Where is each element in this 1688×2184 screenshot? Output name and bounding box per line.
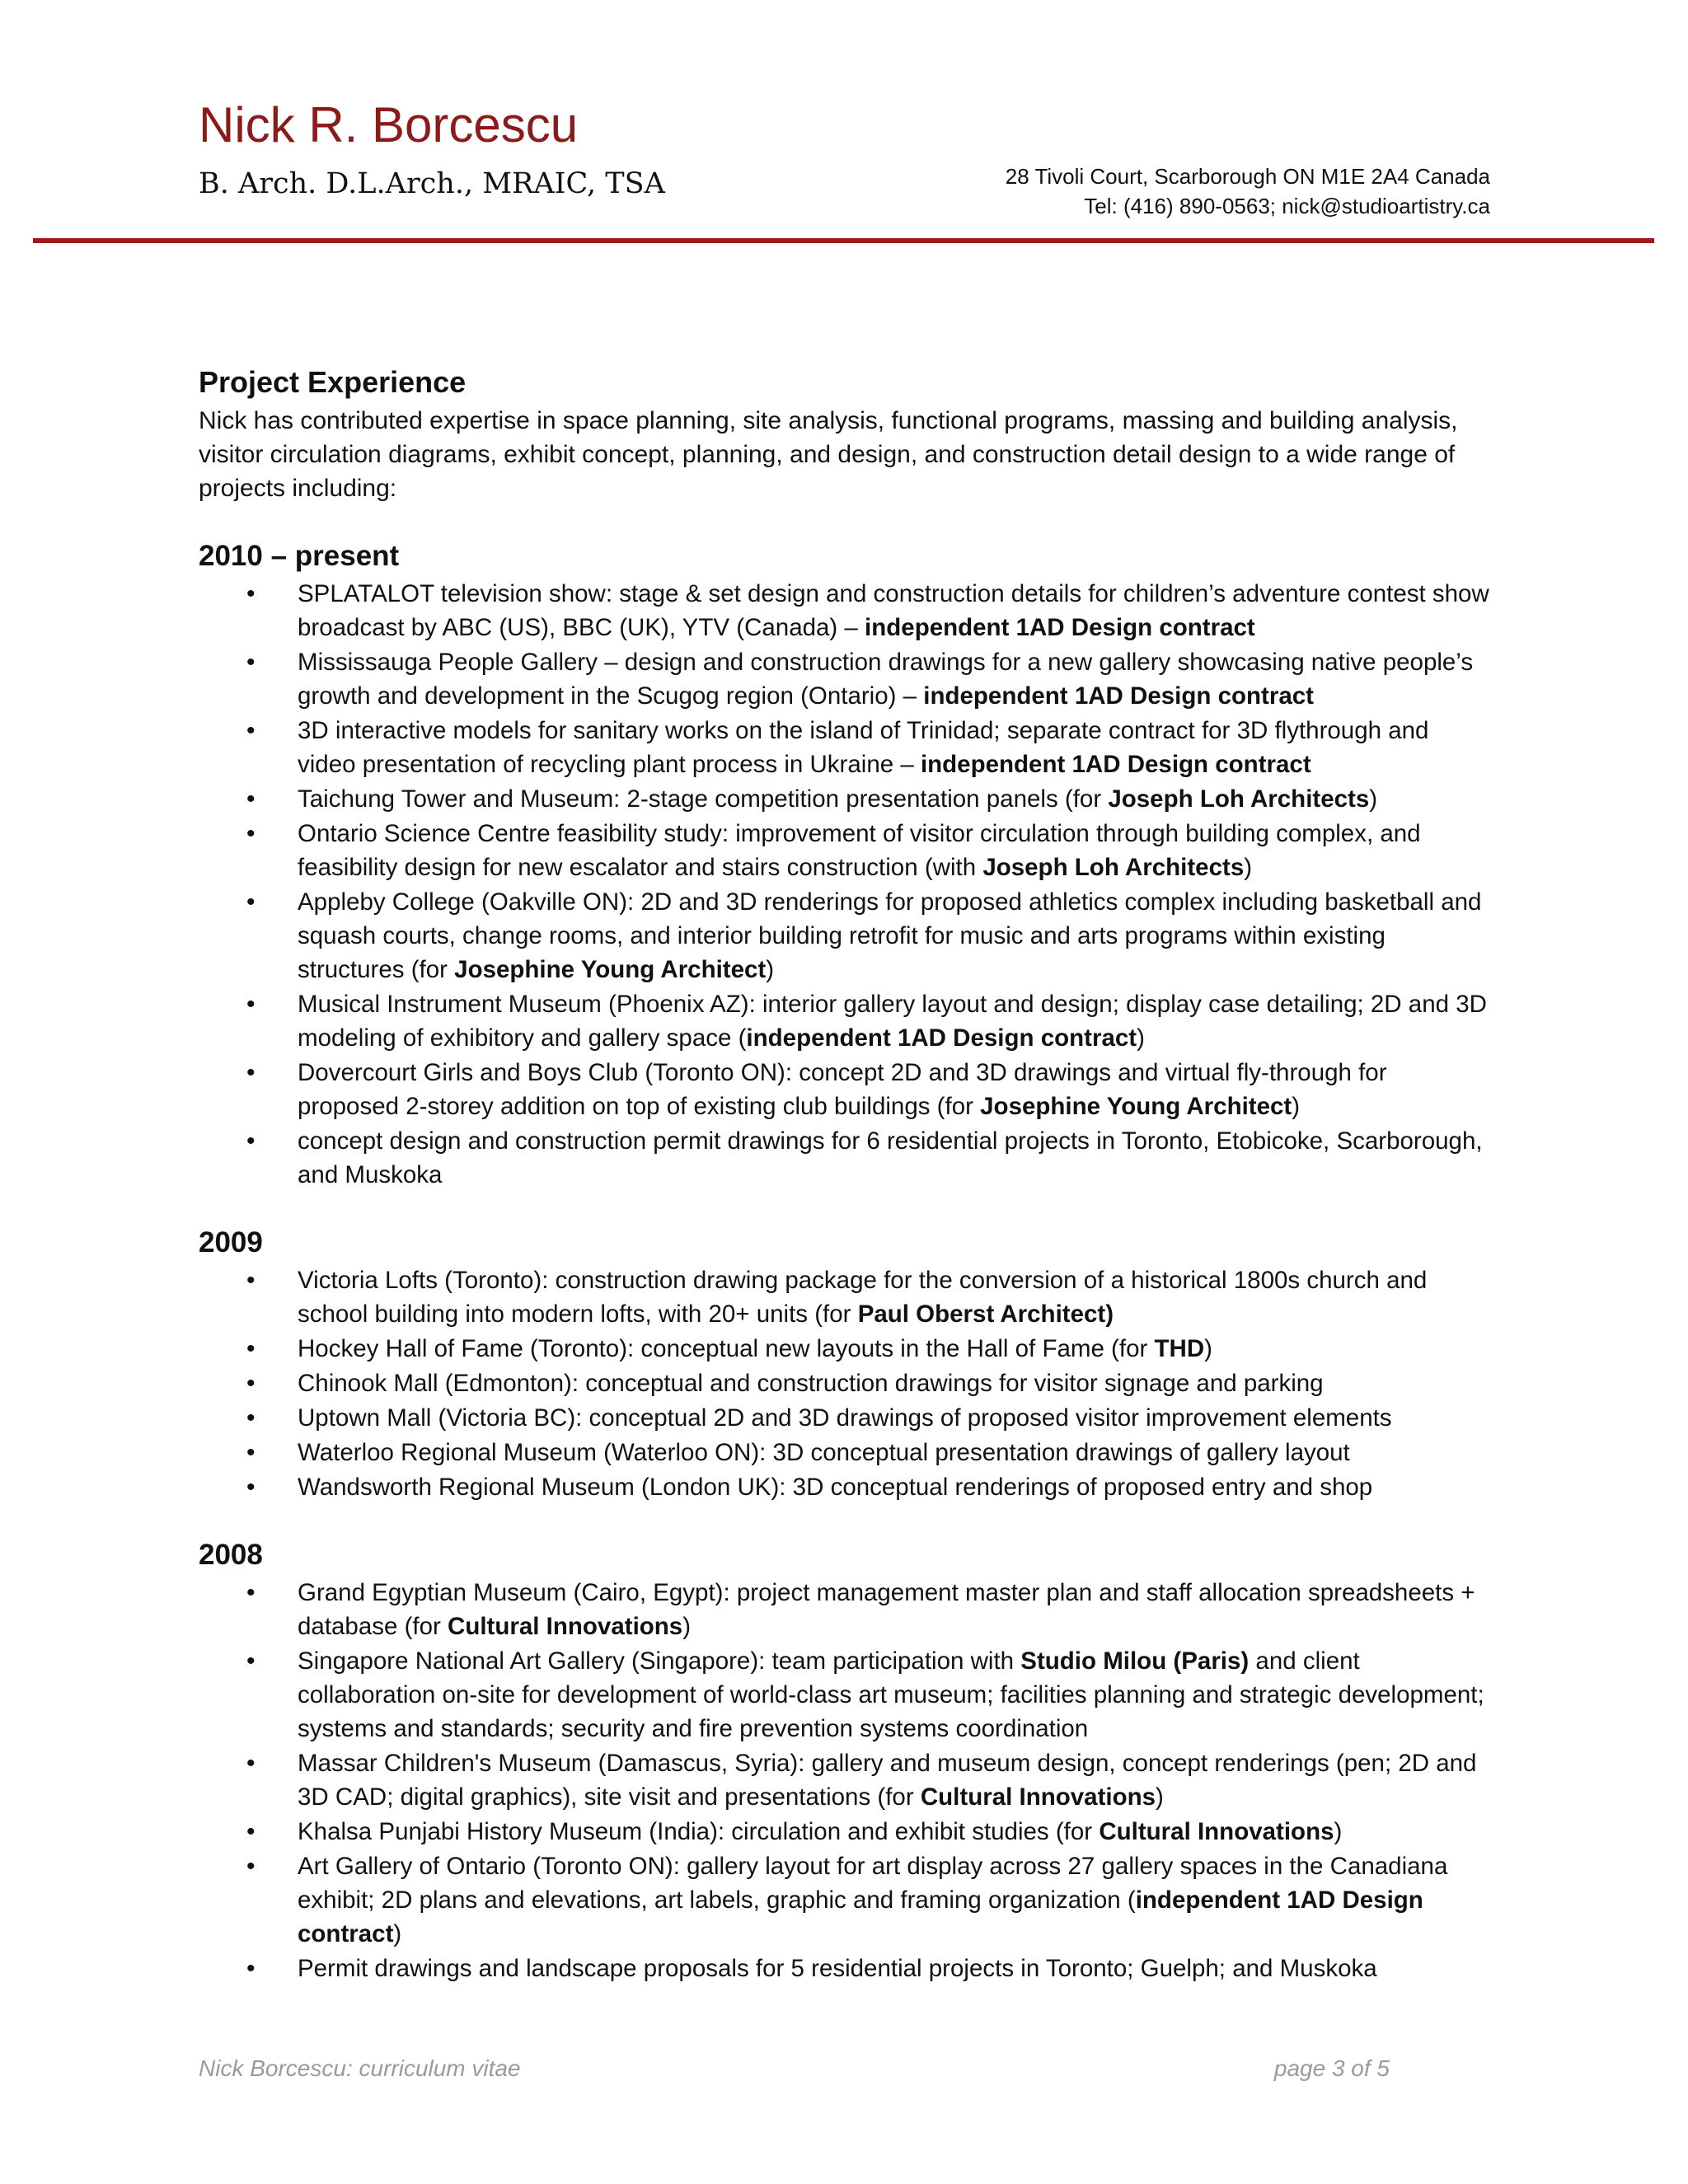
bullet-icon: • [246, 717, 256, 744]
project-item [199, 577, 1493, 644]
project-client-highlight: independent 1AD Design contract [923, 682, 1314, 710]
project-item [199, 1436, 1493, 1469]
bullet-icon: • [246, 1127, 256, 1155]
section-intro: Nick has contributed expertise in space planning, site analysis, functional programs, massing and building analysis, visitor circulation diagrams, exhibit concept, planning, and design, and construction detail design to a wide range of projects including: [199, 407, 1458, 502]
project-text: Ontario Science Centre feasibility study: improvement of visitor circulation through building complex, and feasibility design for new escalator and stairs construction (with [298, 820, 1421, 881]
bullet-icon: • [246, 785, 256, 813]
project-client-highlight: Josephine Young Architect [980, 1093, 1292, 1120]
bullet-icon: • [246, 1955, 256, 1982]
project-text: ) [1334, 1818, 1343, 1845]
footer-page-number: page 3 of 5 [1273, 2055, 1390, 2081]
project-text: Permit drawings and landscape proposals for 5 residential projects in Toronto; Guelph; and Muskoka [298, 1955, 1377, 1982]
bullet-icon: • [246, 1474, 256, 1501]
candidate-name: Nick R. Borcescu [199, 97, 579, 152]
project-item [199, 782, 1493, 816]
project-text: ) [1204, 1335, 1212, 1362]
bullet-icon: • [246, 1059, 256, 1086]
bullet-icon: • [246, 1853, 256, 1880]
project-client-highlight: Cultural Innovations [1099, 1818, 1334, 1845]
project-text: Chinook Mall (Edmonton): conceptual and construction drawings for visitor signage and parking [298, 1370, 1324, 1397]
project-text: concept design and construction permit drawings for 6 residential projects in Toronto, Etobicoke, Scarborough, and Muskoka [298, 1127, 1483, 1188]
project-client-highlight: Cultural Innovations [448, 1613, 683, 1640]
year-groups [199, 537, 1493, 1985]
project-item [199, 1644, 1493, 1746]
project-text: Dovercourt Girls and Boys Club (Toronto ON): concept 2D and 3D drawings and virtual fly-through for proposed 2-storey addition on top of existing club buildings (for [298, 1059, 1387, 1120]
project-text: Massar Children's Museum (Damascus, Syria): gallery and museum design, concept renderings (pen; 2D and 3D CAD; digital graphics), site visit and presentations (for [298, 1750, 1477, 1811]
candidate-credentials: B. Arch. D.L.Arch., MRAIC, TSA [199, 167, 665, 200]
project-text: Victoria Lofts (Toronto): construction drawing package for the conversion of a historical 1800s church and school building into modern lofts, with 20+ units (for [298, 1267, 1428, 1328]
project-client-highlight: Cultural Innovations [920, 1783, 1156, 1811]
bullet-icon: • [246, 1439, 256, 1466]
project-item [199, 1746, 1493, 1814]
project-item [199, 1056, 1493, 1123]
project-client-highlight: THD [1154, 1335, 1205, 1362]
project-client-highlight: Studio Milou (Paris) [1020, 1647, 1250, 1675]
project-client-highlight: Joseph Loh Architects [1108, 785, 1370, 813]
address-line: 28 Tivoli Court, Scarborough ON M1E 2A4 Canada [1005, 164, 1490, 189]
project-text: Wandsworth Regional Museum (London UK): 3D conceptual renderings of proposed entry and shop [298, 1474, 1373, 1501]
bullet-icon: • [246, 1818, 256, 1845]
project-text: Musical Instrument Museum (Phoenix AZ): interior gallery layout and design; display case detailing; 2D and 3D modeling of exhibitory and gallery space ( [298, 991, 1487, 1052]
project-text: Mississauga People Gallery – design and construction drawings for a new gallery showcasing native people’s growth and development in the Scugog region (Ontario) – [298, 649, 1474, 710]
project-text: ) [1156, 1783, 1164, 1811]
project-item [199, 1263, 1493, 1331]
project-item [199, 987, 1493, 1055]
project-text: and client collaboration on-site for development of world-class art museum; facilities planning and strategic development; systems and standards; security and fire prevention systems coordination [298, 1647, 1484, 1742]
year-heading: 2010 – present [199, 540, 400, 572]
project-text: ) [393, 1920, 402, 1947]
bullet-icon: • [246, 649, 256, 676]
project-text: Waterloo Regional Museum (Waterloo ON): 3D conceptual presentation drawings of gallery layout [298, 1439, 1350, 1466]
project-experience-section [199, 361, 1493, 1985]
project-client-highlight: independent 1AD Design contract [865, 614, 1255, 641]
footer-document-title: Nick Borcescu: curriculum vitae [199, 2055, 521, 2081]
project-text: ) [682, 1613, 692, 1640]
project-client-highlight: Josephine Young Architect [454, 956, 767, 983]
project-text: ) [1137, 1024, 1145, 1052]
project-text: Appleby College (Oakville ON): 2D and 3D renderings for proposed athletics complex including basketball and squash courts, change rooms, and interior building retrofit for music and arts programs within existing structures (for [298, 888, 1482, 983]
project-text: SPLATALOT television show: stage & set design and construction details for children’s adventure contest show broadcast by ABC (US), BBC (UK), YTV (Canada) – [298, 580, 1489, 641]
project-text: 3D interactive models for sanitary works on the island of Trinidad; separate contract for 3D flythrough and video presentation of recycling plant process in Ukraine – [298, 717, 1429, 778]
header-divider [33, 238, 1654, 243]
project-text: Hockey Hall of Fame (Toronto): conceptual new layouts in the Hall of Fame (for [298, 1335, 1155, 1362]
project-item [199, 885, 1493, 987]
year-heading: 2008 [199, 1539, 263, 1571]
project-list [199, 1263, 1493, 1504]
project-item [199, 1366, 1493, 1400]
project-item [199, 1815, 1493, 1849]
project-list [199, 1576, 1493, 1985]
project-text: ) [1292, 1093, 1301, 1120]
project-client-highlight: Joseph Loh Architects [982, 854, 1245, 881]
project-item [199, 1952, 1493, 1985]
bullet-icon: • [246, 580, 256, 607]
bullet-icon: • [246, 1579, 256, 1606]
project-item [199, 1332, 1493, 1366]
project-text: ) [1369, 785, 1378, 813]
bullet-icon: • [246, 1335, 256, 1362]
project-item [199, 714, 1493, 781]
bullet-icon: • [246, 820, 256, 847]
project-client-highlight: independent 1AD Design contract [920, 751, 1311, 778]
project-item [199, 1576, 1493, 1643]
project-list [199, 577, 1493, 1192]
project-text: Khalsa Punjabi History Museum (India): circulation and exhibit studies (for [298, 1818, 1100, 1845]
project-text: ) [1244, 854, 1253, 881]
year-heading: 2009 [199, 1226, 263, 1258]
project-text: Taichung Tower and Museum: 2-stage competition presentation panels (for [298, 785, 1109, 813]
project-client-highlight: Paul Oberst Architect) [857, 1301, 1114, 1328]
project-item [199, 1124, 1493, 1192]
contact-block [1006, 162, 1490, 221]
project-item [199, 817, 1493, 884]
bullet-icon: • [246, 1267, 256, 1294]
project-item [199, 1401, 1493, 1435]
phone-email-line: Tel: (416) 890-0563; nick@studioartistry.ca [1084, 194, 1490, 218]
project-client-highlight: independent 1AD Design contract [746, 1024, 1137, 1052]
section-title: Project Experience [199, 365, 467, 399]
project-text: Art Gallery of Ontario (Toronto ON): gallery layout for art display across 27 gallery spaces in the Canadiana exhibit; 2D plans and elevations, art labels, graphic and framing organization ( [298, 1853, 1448, 1914]
project-item [199, 645, 1493, 713]
bullet-icon: • [246, 1750, 256, 1777]
bullet-icon: • [246, 991, 256, 1018]
bullet-icon: • [246, 1647, 256, 1675]
project-text: Grand Egyptian Museum (Cairo, Egypt): project management master plan and staff allocation spreadsheets + database (for [298, 1579, 1475, 1640]
project-client-highlight: independent 1AD Design contract [298, 1886, 1423, 1947]
bullet-icon: • [246, 1370, 256, 1397]
bullet-icon: • [246, 888, 256, 916]
bullet-icon: • [246, 1404, 256, 1432]
project-item [199, 1470, 1493, 1504]
project-text: ) [766, 956, 775, 983]
project-text: Uptown Mall (Victoria BC): conceptual 2D and 3D drawings of proposed visitor improvement elements [298, 1404, 1392, 1432]
project-item [199, 1849, 1493, 1951]
project-text: Singapore National Art Gallery (Singapore): team participation with [298, 1647, 1021, 1675]
